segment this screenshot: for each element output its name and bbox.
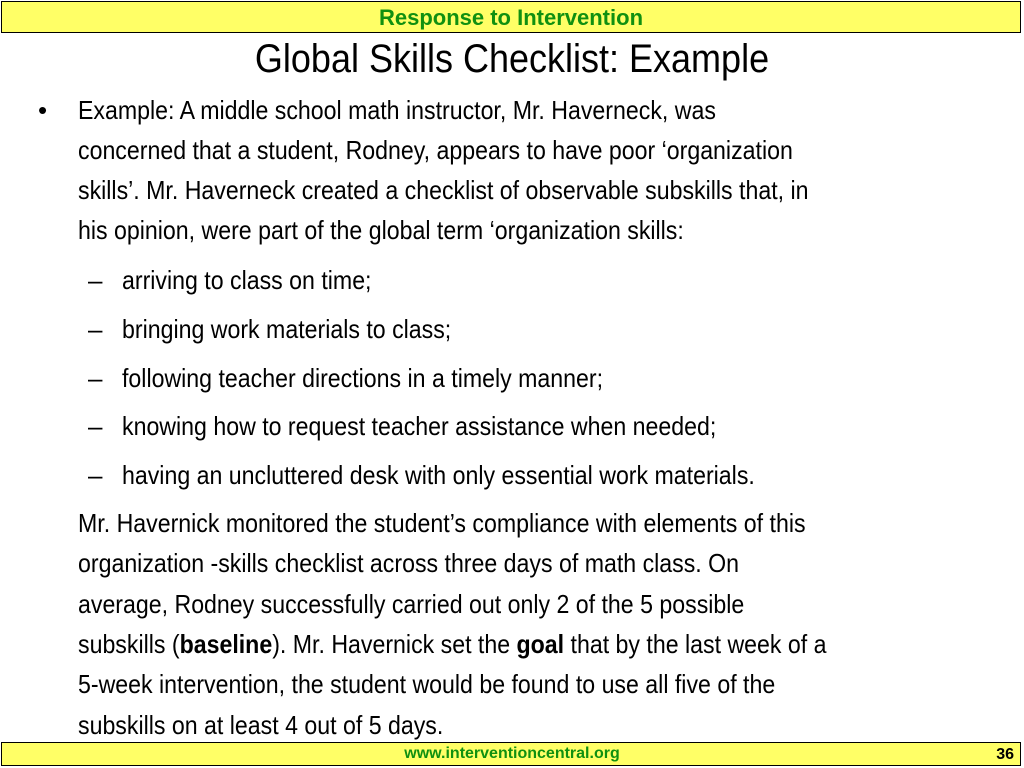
summary-line-4 [78, 624, 827, 664]
dash-icon: – [88, 265, 103, 295]
baseline-term: baseline [179, 629, 273, 659]
subskill-item: having an uncluttered desk with only essential work materials. [122, 460, 755, 490]
dash-icon: – [88, 314, 103, 344]
intro-line-4: his opinion, were part of the global term ‘organization skills: [78, 215, 684, 245]
summary-line-2: organization -skills checklist across three days of math class. On [78, 548, 740, 578]
summary-line-3: average, Rodney successfully carried out only 2 of the 5 possible [78, 589, 745, 619]
footer-url-link[interactable]: www.interventioncentral.org [404, 745, 620, 762]
subskill-item: knowing how to request teacher assistance when needed; [122, 411, 717, 441]
intro-line-3: skills’. Mr. Haverneck created a checklist of observable subskills that, in [78, 175, 809, 205]
summary-line-1: Mr. Havernick monitored the student’s compliance with elements of this [78, 508, 806, 538]
goal-term: goal [516, 629, 565, 659]
subskill-item: arriving to class on time; [122, 265, 372, 295]
page-number: 36 [996, 746, 1014, 763]
subskill-item: bringing work materials to class; [122, 314, 452, 344]
subskill-item: following teacher directions in a timely manner; [122, 363, 604, 393]
dash-icon: – [88, 411, 103, 441]
summary-text: that by the last week of a [564, 629, 827, 659]
summary-text: subskills ( [78, 629, 180, 659]
intro-line-2: concerned that a student, Rodney, appears to have poor ‘organization [78, 135, 793, 165]
dash-icon: – [88, 363, 103, 393]
summary-line-5: 5-week intervention, the student would be found to use all five of the [78, 669, 776, 699]
intro-line-1: Example: A middle school math instructor, Mr. Haverneck, was [78, 95, 716, 125]
dash-icon: – [88, 460, 103, 490]
header-bar [1, 1, 1021, 33]
footer-bar [1, 742, 1021, 766]
bullet-icon: • [38, 95, 48, 125]
summary-line-6: subskills on at least 4 out of 5 days. [78, 710, 444, 740]
summary-text: ). Mr. Havernick set the [272, 629, 517, 659]
slide-title: Global Skills Checklist: Example [254, 37, 770, 81]
header-title: Response to Intervention [378, 5, 644, 30]
